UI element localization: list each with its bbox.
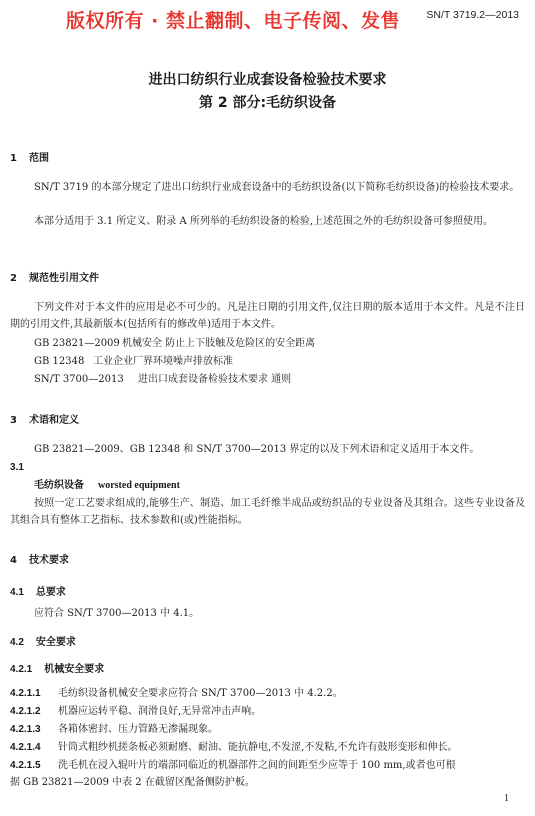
section-1-paragraph-2: 本部分适用于 3.1 所定义、附录 A 所列举的毛纺织设备的检验,上述范围之外的毛纺织设备可参照使用。 [34, 216, 494, 227]
section-number: 1 [10, 153, 17, 164]
clause-text: 洗毛机在浸入辊叶片的端部同临近的机器部件之间的间距至少应等于 100 mm,或者也可根 [58, 760, 456, 771]
term-english: worsted equipment [98, 480, 180, 491]
subsection-number: 4.2 [10, 637, 24, 648]
clause-number: 4.2.1.4 [10, 742, 41, 753]
subsection-number: 4.1 [10, 587, 24, 598]
clause-item [10, 757, 456, 774]
reference-item [34, 371, 291, 388]
section-1-heading [10, 149, 49, 164]
section-number: 4 [10, 555, 17, 566]
subsection-4-1-text: 应符合 SN/T 3700—2013 中 4.1。 [34, 608, 200, 619]
term-definition: 按照一定工艺要求组成的,能够生产、制造、加工毛纤维半成品或纺织品的专业设备及其组合。这些专业设备及其组合具有整体工艺指标、技术参数和(或)性能指标。 [10, 498, 525, 526]
clause-item [10, 703, 261, 720]
reference-title: 工业企业厂界环境噪声排放标准 [93, 356, 233, 367]
clause-item [10, 739, 458, 756]
section-4-heading [10, 551, 69, 566]
clause-number: 4.2.1.1 [10, 688, 41, 699]
reference-code: SN/T 3700—2013 [34, 374, 124, 385]
clause-number: 4.2.1.3 [10, 724, 41, 735]
reference-title: 机械安全 防止上下肢触及危险区的安全距离 [122, 338, 316, 349]
subsection-title: 总要求 [35, 587, 66, 598]
section-title: 技术要求 [28, 555, 69, 566]
title-line-1: 进出口纺织行业成套设备检验技术要求 [148, 72, 387, 88]
section-3-paragraph-1: GB 23821—2009、GB 12348 和 SN/T 3700—2013 界定的以及下列术语和定义适用于本文件。 [34, 444, 480, 455]
section-number: 2 [10, 273, 17, 284]
section-2-heading [10, 269, 99, 284]
section-title: 范围 [28, 153, 49, 164]
clause-item [10, 721, 218, 738]
clause-text: 各箱体密封、压力管路无渗漏现象。 [58, 724, 218, 735]
term-chinese: 毛纺织设备 [34, 480, 84, 491]
clause-number: 4.2.1.2 [10, 706, 41, 717]
clause-continuation: 据 GB 23821—2009 中表 2 在截留区配备侧防护板。 [10, 777, 255, 788]
clause-text: 机器应运转平稳、润滑良好,无异常冲击声响。 [58, 706, 262, 717]
reference-title: 进出口成套设备检验技术要求 通则 [138, 374, 292, 385]
title-line-2: 第 2 部分:毛纺织设备 [198, 95, 337, 111]
term-number: 3.1 [10, 462, 24, 473]
document-title [0, 70, 535, 113]
reference-item [34, 353, 233, 370]
subsection-title: 安全要求 [35, 637, 76, 648]
reference-item [34, 335, 315, 352]
subsection-4-2-1-heading [10, 660, 104, 675]
section-title: 规范性引用文件 [28, 273, 99, 284]
clause-text: 针筒式粗纱机搓条板必须耐磨、耐油、能抗静电,不发涩,不发粘,不允许有鼓形变形和伸长。 [58, 742, 458, 753]
section-number: 3 [10, 415, 17, 426]
clause-number: 4.2.1.5 [10, 760, 41, 771]
section-3-heading [10, 411, 79, 426]
section-2-paragraph-1: 下列文件对于本文件的应用是必不可少的。凡是注日期的引用文件,仅注日期的版本适用于本文件。凡是不注日期的引用文件,其最新版本(包括所有的修改单)适用于本文件。 [10, 302, 525, 330]
section-1-paragraph-1: SN/T 3719 的本部分规定了进出口纺织行业成套设备中的毛纺织设备(以下简称毛纺织设备)的检验技术要求。 [34, 182, 520, 193]
subsection-4-1-heading [10, 583, 66, 598]
reference-code: GB 23821—2009 [34, 338, 120, 349]
term-entry [34, 477, 180, 494]
page-number: 1 [504, 793, 509, 804]
watermark-text: 版权所有 · 禁止翻制、电子传阅、发售 [66, 10, 400, 32]
clause-text: 毛纺织设备机械安全要求应符合 SN/T 3700—2013 中 4.2.2。 [58, 688, 343, 699]
subsection-number: 4.2.1 [10, 664, 33, 675]
subsection-4-2-heading [10, 633, 76, 648]
document-code: SN/T 3719.2—2013 [426, 9, 519, 21]
section-title: 术语和定义 [28, 415, 79, 426]
clause-item [10, 685, 343, 702]
reference-code: GB 12348 [34, 356, 85, 367]
subsection-title: 机械安全要求 [44, 664, 105, 675]
